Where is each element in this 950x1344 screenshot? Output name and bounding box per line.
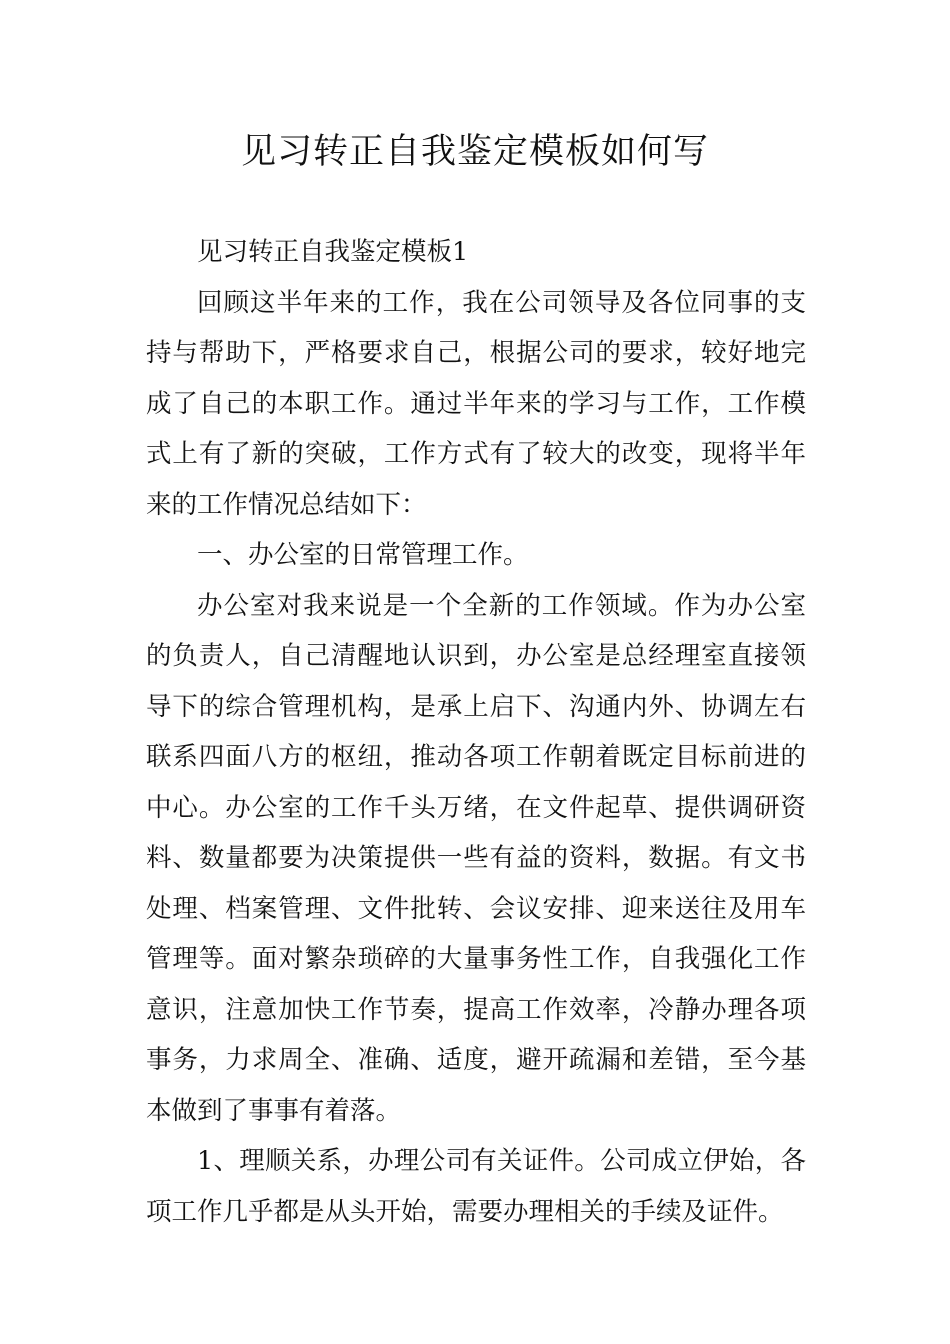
section-heading-office-management: 一、办公室的日常管理工作。 (197, 540, 529, 570)
paragraph-office-work: 办公室对我来说是一个全新的工作领域。作为办公室的负责人，自己清醒地认识到，办公室是总经理室直接领导下的综合管理机构，是承上启下、沟通内外、协调左右联系四面八方的枢纽，推动各项工作朝着既定目标前进的中心。办公室的工作千头万绪，在文件起草、提供调研资料、数量都要为决策提供一些有益的资料，数据。有文书处理、档案管理、文件批转、会议安排、迎来送往及用车管理等。面对繁杂琐碎的大量事务性工作，自我强化工作意识，注意加快工作节奏，提高工作效率，冷静办理各项事务，力求周全、准确、适度，避开疏漏和差错，至今基本做到了事事有着落。 (146, 590, 806, 1126)
document-title: 见习转正自我鉴定模板如何写 (240, 132, 709, 172)
section-heading-template-1: 见习转正自我鉴定模板1 (197, 237, 469, 267)
paragraph-intro: 回顾这半年来的工作，我在公司领导及各位同事的支持与帮助下，严格要求自己，根据公司的要求，较好地完成了自己的本职工作。通过半年来的学习与工作，工作模式上有了新的突破，工作方式有了较大的改变，现将半年来的工作情况总结如下： (146, 287, 806, 520)
document-body (146, 227, 806, 1237)
paragraph-item-1: 1、理顺关系，办理公司有关证件。公司成立伊始，各项工作几乎都是从头开始，需要办理相关的手续及证件。 (146, 1146, 806, 1227)
